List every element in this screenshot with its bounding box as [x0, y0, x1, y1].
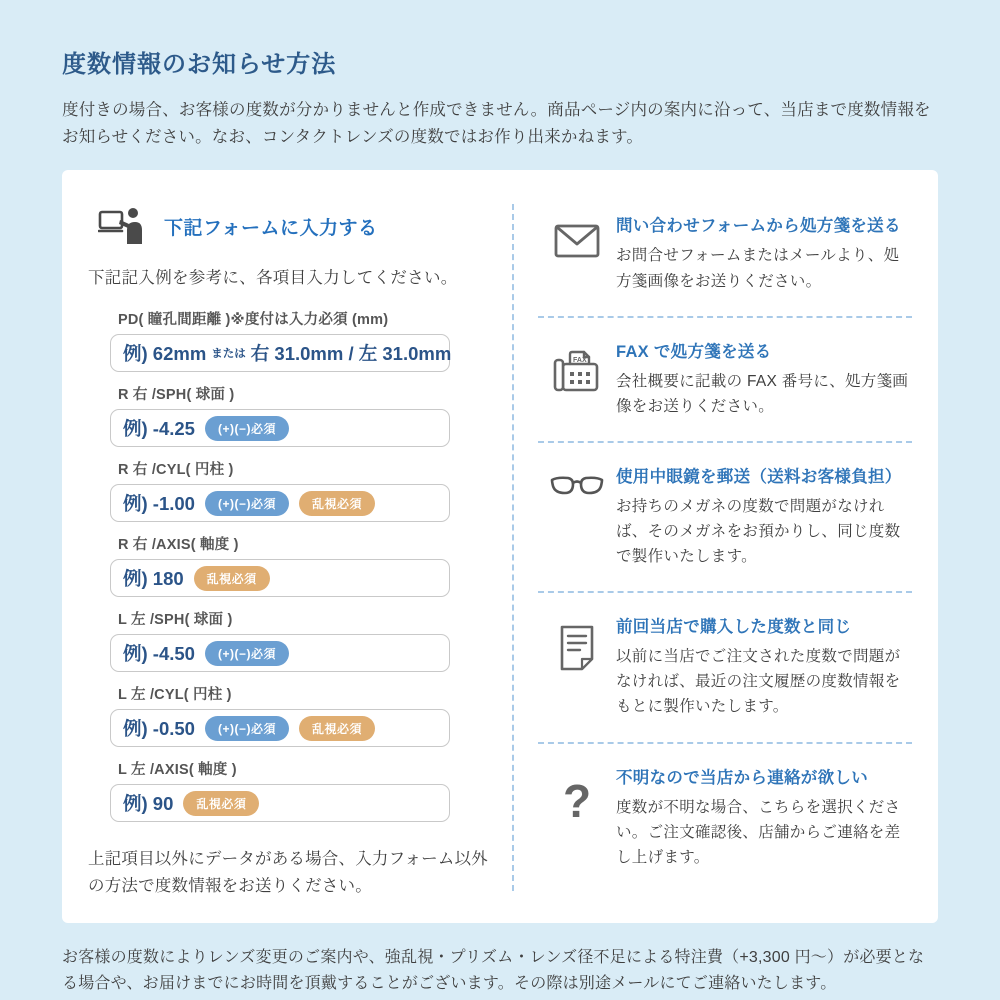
field-box-l-cyl [110, 709, 450, 747]
question-mark-icon [538, 764, 616, 870]
badge-astigmatism-required: 乱視必須 [183, 791, 259, 816]
field-box-r-cyl [110, 484, 450, 522]
field-label-l-cyl: L 左 /CYL( 円柱 ) [118, 687, 232, 704]
badge-astigmatism-required: 乱視必須 [299, 491, 375, 516]
glasses-icon [538, 463, 616, 569]
badge-astigmatism-required: 乱視必須 [194, 566, 270, 591]
field-value: 例) -4.25 [123, 418, 195, 440]
method-body: 度数が不明な場合、こちらを選択ください。ご注文確認後、店舗からご連絡を差し上げます。 [616, 798, 901, 866]
info-panel [62, 170, 938, 923]
field-value: 例) -1.00 [123, 493, 195, 515]
method-row-contact-form [538, 204, 912, 315]
method-row-previous-order [538, 591, 912, 741]
person-at-computer-icon [98, 206, 146, 246]
field-label-l-sph: L 左 /SPH( 球面 ) [118, 612, 233, 629]
method-title: 不明なので当店から連絡が欲しい [616, 768, 868, 787]
field-box-l-axis [110, 784, 450, 822]
method-body: お問合せフォームまたはメールより、処方箋画像をお送りください。 [616, 247, 900, 290]
form-column [88, 196, 488, 899]
question-glyph: ? [562, 774, 592, 827]
method-title: 使用中眼鏡を郵送（送料お客様負担） [616, 467, 902, 486]
field-label-r-sph: R 右 /SPH( 球面 ) [118, 387, 235, 404]
method-text [616, 212, 912, 293]
field-connector: または [211, 348, 246, 361]
method-row-fax [538, 316, 912, 441]
method-title: 前回当店で購入した度数と同じ [616, 618, 852, 637]
field-box-r-sph [110, 409, 450, 447]
method-row-mail-glasses [538, 441, 912, 591]
method-text [616, 338, 912, 419]
field-label-l-axis: L 左 /AXIS( 軸度 ) [118, 762, 237, 779]
badge-plus-minus-required: (+)(−)必須 [205, 641, 289, 666]
badge-astigmatism-required: 乱視必須 [299, 716, 375, 741]
method-text [616, 764, 912, 870]
field-value: 例) -4.50 [123, 643, 195, 665]
form-heading [98, 206, 488, 246]
field-value: 例) -0.50 [123, 718, 195, 740]
field-value2: 右 31.0mm / 左 31.0mm [250, 343, 452, 365]
field-label-r-axis: R 右 /AXIS( 軸度 ) [118, 537, 239, 554]
field-value: 例) 180 [123, 568, 184, 590]
footer-note: お客様の度数によりレンズ変更のご案内や、強乱視・プリズム・レンズ径不足による特注費（+3,300 円～）が必要となる場合や、お届けまでにお時間を頂戴することがございます。その際は別途メールにてご連絡いたします。 [62, 949, 925, 993]
method-title: 問い合わせフォームから処方箋を送る [616, 217, 901, 236]
field-value: 例) 90 [123, 793, 174, 815]
envelope-icon [538, 212, 616, 293]
column-divider [512, 204, 514, 891]
badge-plus-minus-required: (+)(−)必須 [205, 491, 289, 516]
form-fields [110, 308, 450, 822]
page-title: 度数情報のお知らせ方法 [62, 51, 337, 78]
field-label-r-cyl: R 右 /CYL( 円柱 ) [118, 462, 234, 479]
badge-plus-minus-required: (+)(−)必須 [205, 416, 289, 441]
intro-text: 度付きの場合、お客様の度数が分かりませんと作成できません。商品ページ内の案内に沿って、当店まで度数情報をお知らせください。なお、コンタクトレンズの度数ではお作り出来かねます。 [62, 101, 931, 146]
field-label-pd: PD( 瞳孔間距離 )※度付は入力必須 (mm) [118, 312, 389, 329]
field-box-l-sph [110, 634, 450, 672]
methods-column [538, 196, 912, 899]
field-value: 例) 62mm [123, 343, 207, 365]
method-text [616, 463, 912, 569]
method-row-contact-me [538, 742, 912, 892]
form-heading-label: 下記フォームに入力する [164, 217, 378, 239]
document-icon [538, 613, 616, 719]
method-body: 会社概要に記載の FAX 番号に、処方箋画像をお送りください。 [616, 372, 909, 415]
field-box-pd [110, 334, 450, 372]
method-body: お持ちのメガネの度数で問題がなければ、そのメガネをお預かりし、同じ度数で製作いたします。 [616, 497, 901, 566]
method-body: 以前に当店でご注文された度数で問題がなければ、最近の注文履歴の度数情報をもとに製作いたします。 [616, 648, 901, 716]
fax-icon-label: FAX [573, 356, 587, 364]
method-title: FAX で処方箋を送る [616, 342, 772, 361]
form-note: 上記項目以外にデータがある場合、入力フォーム以外の方法で度数情報をお送りください。 [88, 850, 488, 895]
badge-plus-minus-required: (+)(−)必須 [205, 716, 289, 741]
method-text [616, 613, 912, 719]
form-instruction: 下記記入例を参考に、各項目入力してください。 [88, 269, 458, 288]
fax-icon [538, 338, 616, 419]
field-box-r-axis [110, 559, 450, 597]
